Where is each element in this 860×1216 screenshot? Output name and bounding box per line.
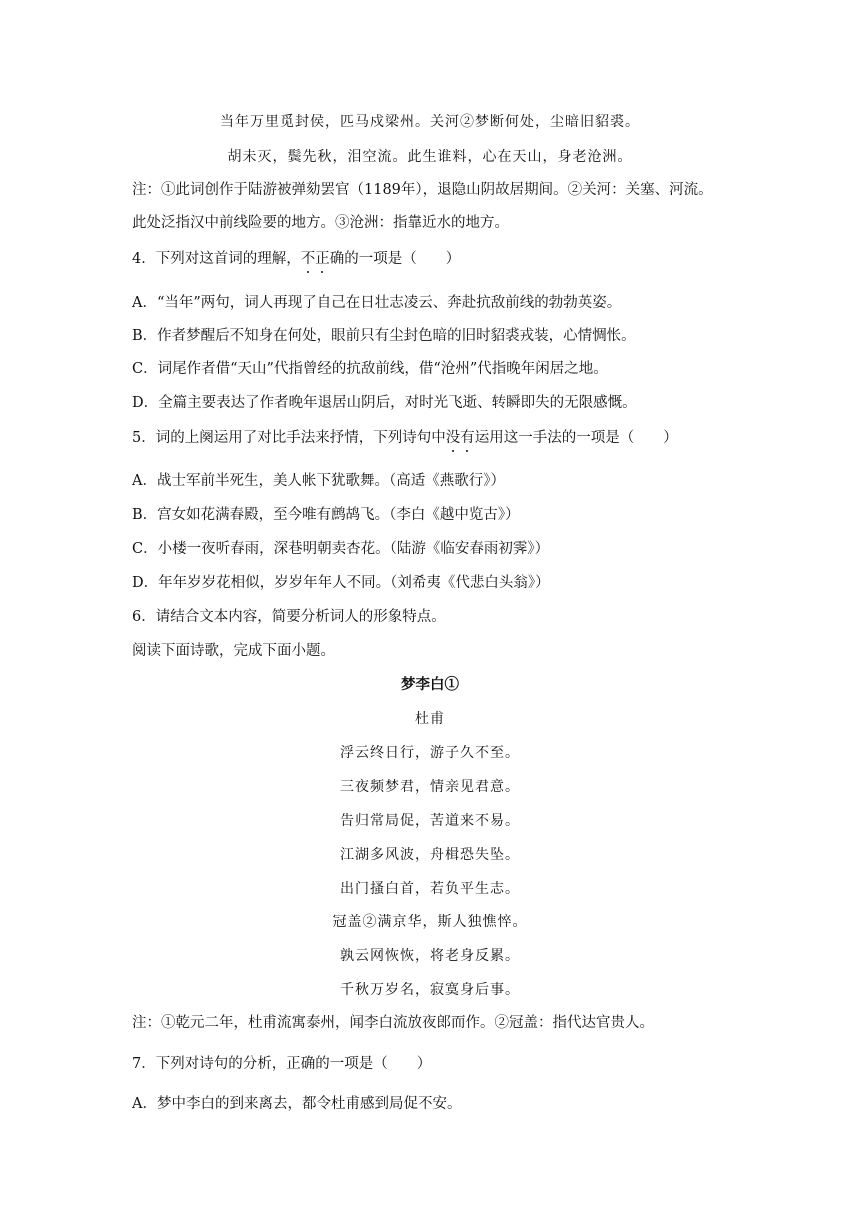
question-5-option-b: B．宫女如花满春殿，至今唯有鹧鸪飞。（李白《越中览古》） [132, 507, 520, 523]
emphasis-dot-char: 有 [460, 430, 475, 446]
poem2-line: 浮云终日行，游子久不至。 [340, 745, 520, 761]
poem2-line: 冠盖②满京华，斯人独憔悴。 [332, 914, 528, 930]
question-5-prefix: 5．词的上阕运用了对比手法来抒情，下列诗句中 [132, 430, 446, 446]
question-7-stem: 7．下列对诗句的分析，正确的一项是（ ） [132, 1056, 432, 1072]
question-5-stem [132, 428, 752, 448]
poem2-line: 三夜频梦君，情亲见君意。 [340, 779, 520, 795]
question-7-option-a: A．梦中李白的到来离去，都令杜甫感到局促不安。 [132, 1096, 462, 1112]
question-5-suffix: 运用这一手法的一项是（ ） [474, 430, 678, 446]
emphasis-dot-char: 没 [445, 430, 461, 446]
poem1-line-2: 胡未灭，鬓先秋，泪空流。此生谁料，心在天山，身老沧洲。 [227, 149, 633, 165]
poem1-note-line-2: 此处泛指汉中前线险要的地方。③沧洲：指靠近水的地方。 [132, 215, 509, 231]
poem2-line: 江湖多风波，舟楫恐失坠。 [340, 847, 520, 863]
poem1-line-1: 当年万里觅封侯，匹马戍梁州。关河②梦断何处，尘暗旧貂裘。 [220, 114, 640, 130]
poem2-line: 告归常局促，苦道来不易。 [340, 813, 520, 829]
question-4-prefix: 4．下列对这首词的理解， [132, 251, 301, 267]
question-5-option-c: C．小楼一夜听春雨，深巷明朝卖杏花。（陆游《临安春雨初霁》） [132, 541, 550, 557]
poem2-line: 孰云网恢恢，将老身反累。 [340, 948, 520, 964]
poem2-line: 出门搔白首，若负平生志。 [340, 881, 520, 897]
question-4-option-b: B．作者梦醒后不知身在何处，眼前只有尘封色暗的旧时貂裘戎装，心情惆怅。 [132, 328, 636, 344]
poem2-author: 杜甫 [415, 711, 445, 727]
poem2-note: 注：①乾元二年，杜甫流寓泰州，闻李白流放夜郎而作。②冠盖：指代达官贵人。 [132, 1015, 654, 1031]
question-4-option-c: C．词尾作者借“天山”代指曾经的抗敌前线，借“沧州”代指晚年闲居之地。 [132, 361, 608, 377]
question-6-stem: 6．请结合文本内容，简要分析词人的形象特点。 [132, 609, 446, 625]
poem1-note-line-1: 注：①此词创作于陆游被弹劾罢官（1189年），退隐山阴故居期间。②关河：关塞、河流。 [132, 182, 713, 198]
emphasis-dot-char: 正 [315, 251, 330, 267]
poem2-line: 千秋万岁名，寂寞身后事。 [340, 982, 520, 998]
question-5-option-a: A．战士军前半死生，美人帐下犹歌舞。（高适《燕歌行》） [132, 473, 505, 489]
question-4-option-d: D．全篇主要表达了作者晚年退居山阴后，对时光飞逝、转瞬即失的无限感慨。 [132, 395, 637, 411]
question-4-stem [132, 249, 752, 269]
reading-instruction: 阅读下面诗歌，完成下面小题。 [132, 643, 335, 659]
question-4-option-a: A．“当年”两句，词人再现了自己在日壮志凌云、奔赴抗敌前线的勃勃英姿。 [132, 295, 622, 311]
emphasis-dot-char: 不 [300, 251, 316, 267]
question-4-suffix: 确的一项是（ ） [329, 251, 461, 267]
poem2-title: 梦李白① [401, 676, 459, 693]
question-5-option-d: D．年年岁岁花相似，岁岁年年人不同。（刘希夷《代悲白头翁》） [132, 575, 550, 591]
